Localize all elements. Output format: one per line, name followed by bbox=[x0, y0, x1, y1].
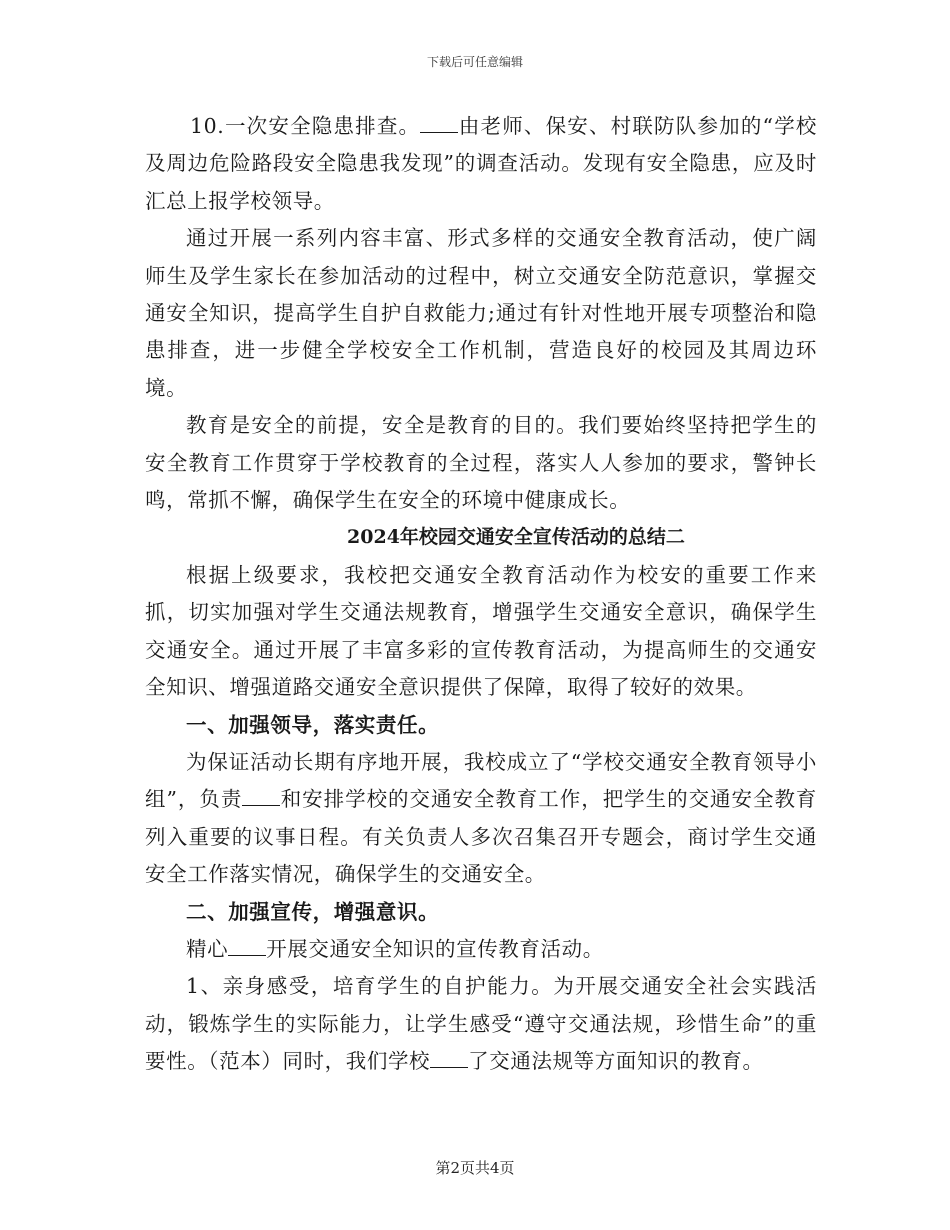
paragraph-text: 了交通法规等方面知识的教育。 bbox=[468, 1049, 764, 1074]
paragraph-text: 开展交通安全知识的宣传教育活动。 bbox=[266, 936, 604, 961]
heading-publicity: 二、加强宣传，增强意识。 bbox=[186, 899, 440, 924]
paragraph-text: 为保证活动长期有序地开展，我校成立了“学校交通安全教育领导小组”，负责 bbox=[145, 749, 817, 812]
fill-blank bbox=[430, 1049, 468, 1068]
paragraph-text: 10.一次安全隐患排查。 bbox=[190, 114, 421, 138]
paragraph-text: 由老师、保安、村联防队参加的“学校及周边危险路段安全隐患我发现”的调查活动。发现有安全隐患，应及时汇总上报学校领导。 bbox=[145, 114, 817, 213]
paragraph-text: 和安排学校的交通安全教育工作，把学生的交通安全教育列入重要的议事日程。有关负责人多次召集召开专题会，商讨学生交通安全工作落实情况，确保学生的交通安全。 bbox=[145, 787, 818, 887]
paragraph-intro: 根据上级要求，我校把交通安全教育活动作为校安的重要工作来抓，切实加强对学生交通法规教育，增强学生交通安全意识，确保学生交通安全。通过开展了丰富多彩的宣传教育活动，为提高师生的交通安全知识、增强道路交通安全意识提供了保障，取得了较好的效果。 bbox=[145, 562, 817, 700]
paragraph-education-premise: 教育是安全的前提，安全是教育的目的。我们要始终坚持把学生的安全教育工作贯穿于学校教育的全过程，落实人人参加的要求，警钟长鸣，常抓不懈，确保学生在安全的环境中健康成长。 bbox=[145, 413, 817, 513]
paragraph-hazard-check bbox=[145, 108, 817, 220]
heading-leadership: 一、加强领导，落实责任。 bbox=[186, 712, 440, 737]
fill-blank bbox=[242, 787, 280, 806]
paragraph-leadership bbox=[145, 744, 817, 894]
paragraph-activity-summary: 通过开展一系列内容丰富、形式多样的交通安全教育活动，使广阔师生及学生家长在参加活动的过程中，树立交通安全防范意识，掌握交通安全知识，提高学生自护自救能力;通过有针对性地开展专项整治和隐患排查，进一步健全学校安全工作机制，营造良好的校园及其周边环境。 bbox=[145, 226, 817, 400]
paragraph-publicity bbox=[145, 931, 817, 968]
paragraph-text: 1、亲身感受，培育学生的自护能力。为开展交通安全社会实践活动，锻炼学生的实际能力，让学生感受“遵守交通法规，珍惜生命”的重要性。（范本）同时，我们学校 bbox=[145, 974, 817, 1074]
fill-blank bbox=[420, 114, 458, 133]
paragraph-text: 精心 bbox=[186, 936, 229, 961]
section-title: 2024年校园交通安全宣传活动的总结二 bbox=[347, 526, 685, 549]
paragraph-experience bbox=[145, 968, 817, 1080]
fill-blank bbox=[228, 937, 266, 956]
document-body bbox=[145, 108, 817, 1081]
page-number: 第2页共4页 bbox=[435, 1159, 515, 1177]
page-header-note: 下载后可任意编辑 bbox=[426, 55, 523, 69]
